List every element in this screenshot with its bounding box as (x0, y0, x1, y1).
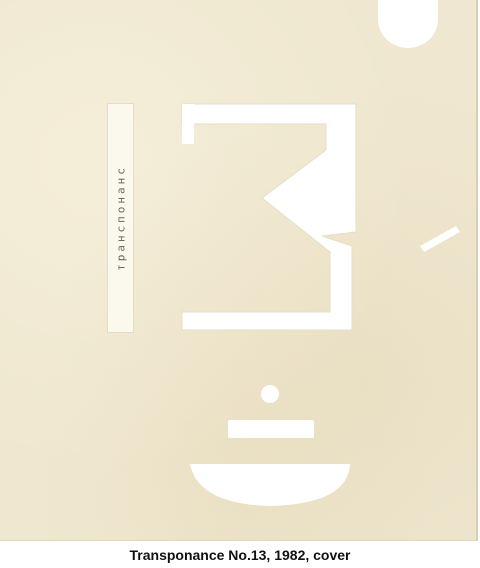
bottom-bowl-cutout (190, 464, 350, 506)
middle-bar-cutout (228, 420, 314, 438)
dot-cutout (261, 385, 279, 403)
image-caption: Transponance No.13, 1982, cover (129, 547, 351, 563)
issue-number-cutout (182, 104, 356, 330)
slash-mark-cutout (420, 226, 460, 252)
magazine-title: трaнспoнaнс (114, 165, 127, 271)
issue-number-stem (182, 104, 194, 144)
